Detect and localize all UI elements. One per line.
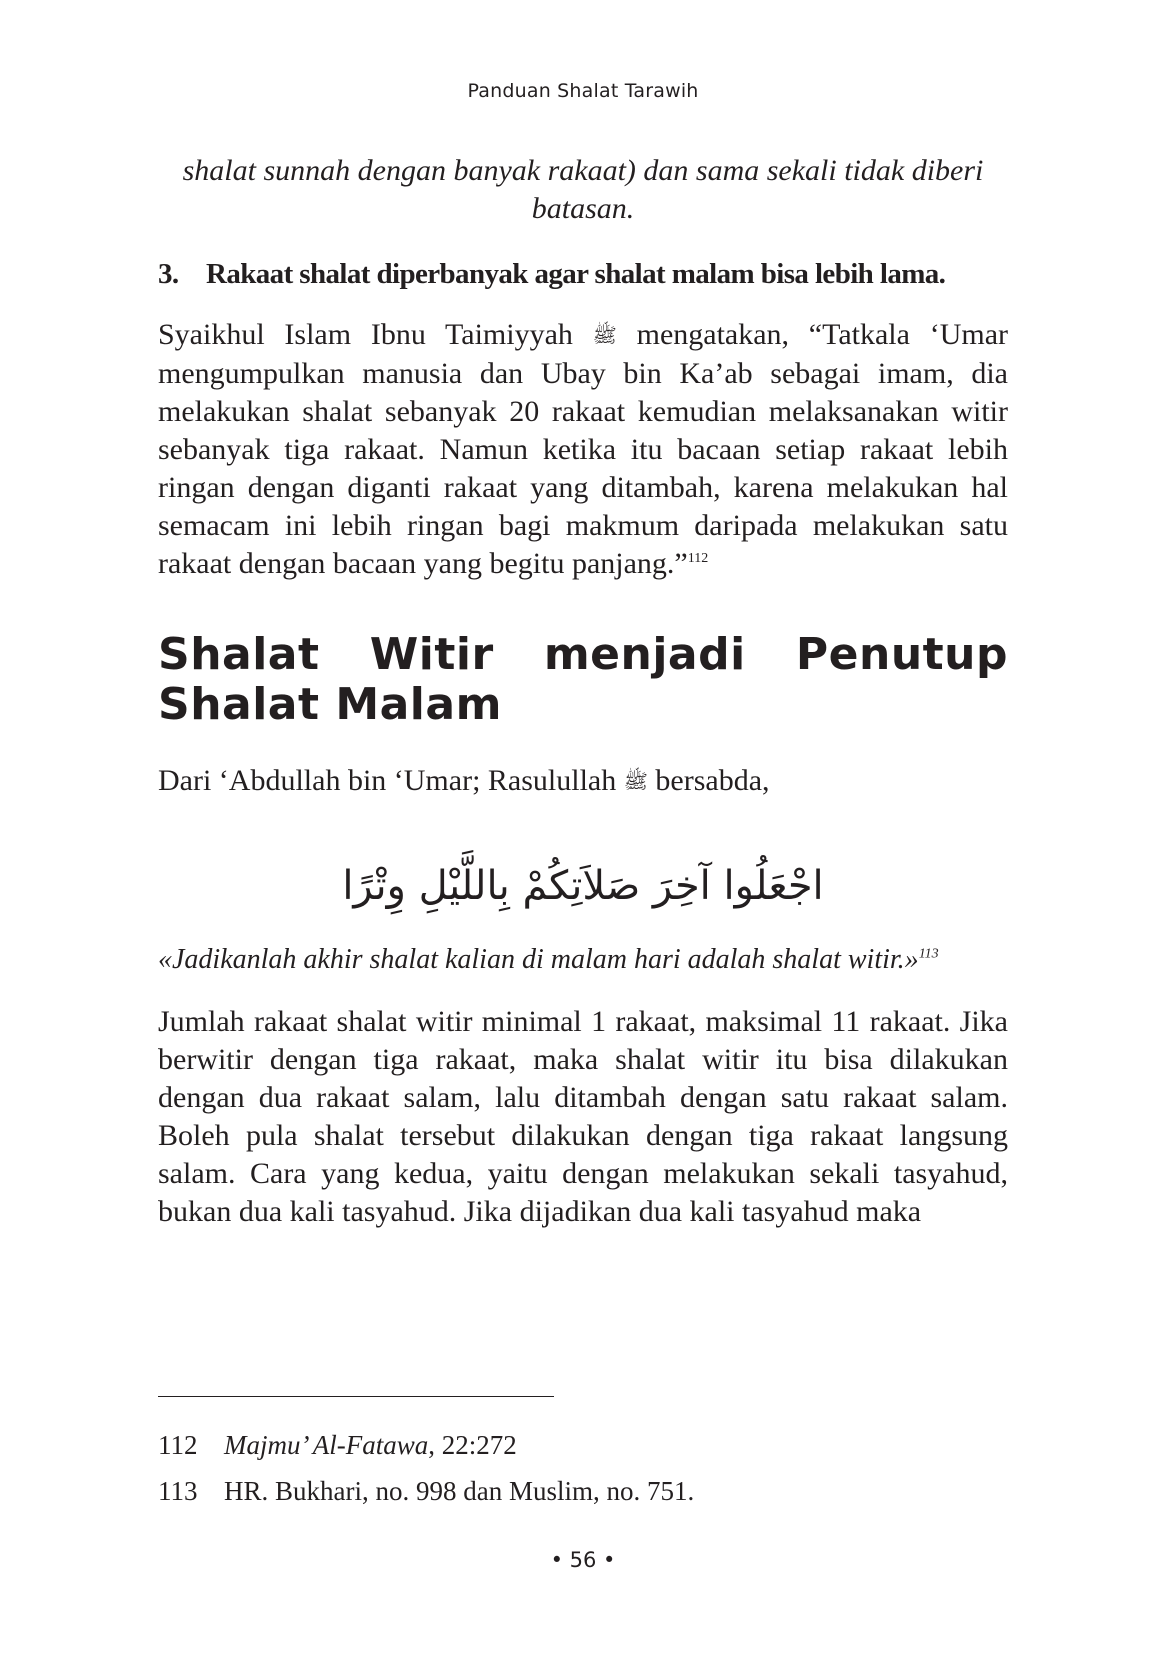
footnote-113	[158, 1474, 694, 1508]
list-item	[158, 255, 1008, 293]
list-item-number: 3.	[158, 258, 179, 290]
para1-body: mengatakan, “Tatkala ‘Umar mengumpulkan manusia dan Ubay bin Ka’ab sebagai imam, dia melakukan shalat sebanyak 20 rakaat kemudian melaksanakan witir sebanyak tiga rakaat. Namun ketika itu bacaan setiap rakaat lebih ringan dengan diganti rakaat yang ditambah, karena melakukan hal semacam ini lebih ringan bagi makmum daripada melakukan satu rakaat dengan bacaan yang begitu panjang.”	[158, 318, 1009, 580]
quote-line-1: shalat sunnah dengan banyak rakaat) dan sama sekali tidak diberi	[182, 154, 984, 187]
hadith-translation	[158, 941, 1008, 979]
translation-text: «Jadikanlah akhir shalat kalian di malam hari adalah shalat witir.»	[158, 944, 919, 975]
honorific-glyph-rasulullah: ﷺ	[623, 771, 648, 793]
footnote-source-title: Majmu’ Al-Fatawa	[224, 1430, 429, 1460]
honorific-glyph: ﷺ	[592, 325, 617, 347]
quote-line-2: batasan.	[531, 192, 635, 225]
list-item-text: Rakaat shalat diperbanyak agar shalat malam bisa lebih lama.	[206, 258, 946, 290]
footnote-source-detail: , 22:272	[428, 1430, 517, 1460]
footnote-source-detail: HR. Bukhari, no. 998 dan Muslim, no. 751.	[224, 1476, 695, 1506]
narrator-line	[158, 762, 1008, 801]
page-number: • 56 •	[550, 1548, 616, 1572]
narrator-after: bersabda,	[655, 764, 770, 797]
footnote-112	[158, 1428, 517, 1462]
running-head: Panduan Shalat Tarawih	[467, 80, 699, 102]
para1-intro: Syaikhul Islam Ibnu Taimiyyah	[158, 318, 573, 351]
paragraph-ibnu-taimiyyah	[158, 316, 1008, 583]
narrator-before: Dari ‘Abdullah bin ‘Umar; Rasulullah	[158, 764, 617, 797]
footnote-number: 112	[158, 1430, 198, 1460]
section-heading: Shalat Witir menjadi Penutup Shalat Malam	[158, 629, 1008, 730]
footnote-ref-113[interactable]: 113	[918, 946, 939, 962]
footnote-divider	[158, 1396, 554, 1397]
footnote-ref-112[interactable]: 112	[687, 551, 709, 566]
quote-continuation	[158, 152, 1008, 228]
footnote-number: 113	[158, 1476, 198, 1506]
hadith-arabic-text: اجْعَلُوا آخِرَ صَلاَتِكُمْ بِاللَّيْلِ وِتْرًا	[342, 863, 824, 909]
paragraph-witir-rakaat: Jumlah rakaat shalat witir minimal 1 rakaat, maksimal 11 rakaat. Jika berwitir dengan tiga rakaat, maka shalat witir itu bisa dilakukan dengan dua rakaat salam, lalu ditambah dengan satu rakaat salam. Boleh pula shalat tersebut dilakukan dengan tiga rakaat langsung salam. Cara yang kedua, yaitu dengan melakukan sekali tasyahud, bukan dua kali tasyahud. Jika dijadikan dua kali tasyahud maka	[158, 1005, 1008, 1228]
